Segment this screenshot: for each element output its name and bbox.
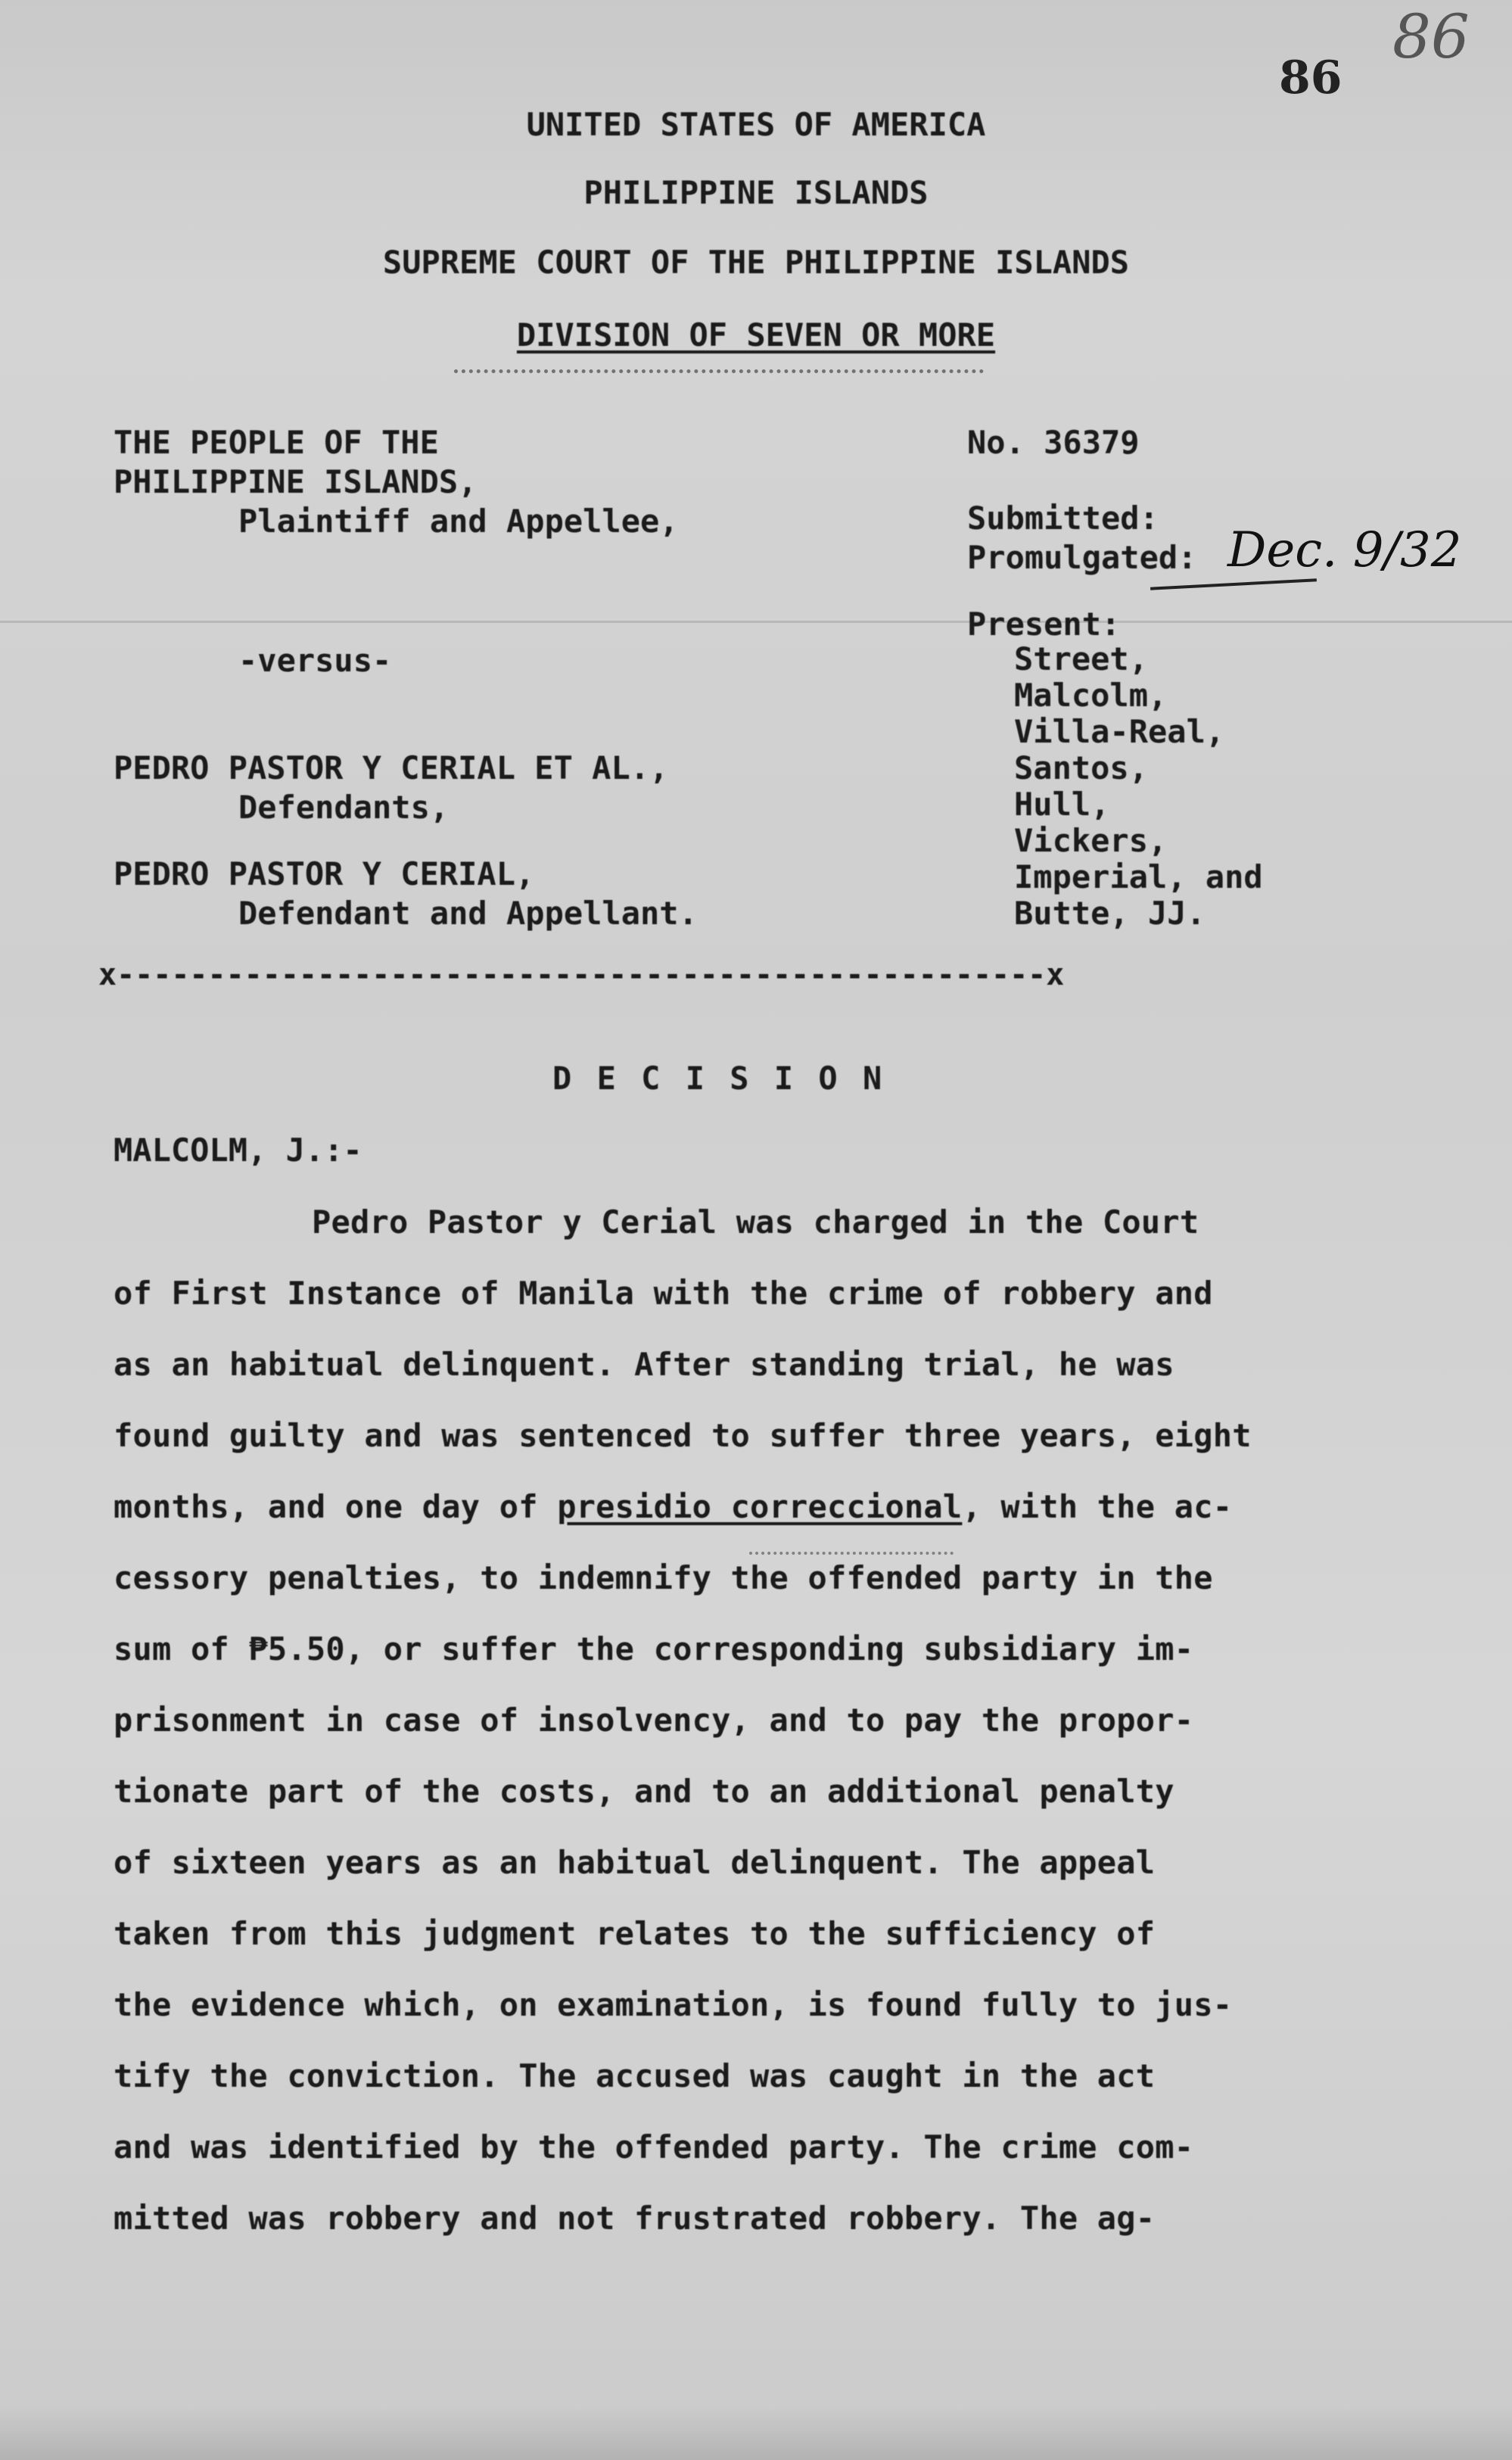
- justice-santos: Santos,: [1014, 749, 1149, 786]
- body-line-4: found guilty and was sentenced to suffer three years, eight: [114, 1417, 1252, 1454]
- justice-malcolm: Malcolm,: [1014, 677, 1168, 714]
- heading-country: UNITED STATES OF AMERICA: [526, 106, 986, 143]
- body-line-14: and was identified by the offended party. The crime com-: [114, 2128, 1194, 2166]
- decision-author: MALCOLM, J.:-: [114, 1132, 362, 1169]
- body-line-8: prisonment in case of insolvency, and to pay the propor-: [114, 1702, 1194, 1739]
- heading-court: SUPREME COURT OF THE PHILIPPINE ISLANDS: [382, 244, 1130, 281]
- heading-division: DIVISION OF SEVEN OR MORE: [516, 316, 996, 353]
- body-line-9: tionate part of the costs, and to an additional penalty: [114, 1773, 1174, 1810]
- handwritten-page-number: 86: [1392, 2, 1470, 72]
- body-line-2: of First Instance of Manila with the crime of robbery and: [114, 1275, 1213, 1312]
- body-line-1: Pedro Pastor y Cerial was charged in the Court: [312, 1204, 1199, 1241]
- body-line-5: [114, 1488, 1232, 1525]
- page-fold: [0, 621, 1512, 623]
- versus-label: -versus-: [238, 642, 392, 679]
- body-line-5-prefix: months, and one day of: [114, 1488, 558, 1525]
- justice-vickers: Vickers,: [1014, 822, 1168, 859]
- body-line-3: as an habitual delinquent. After standing trial, he was: [114, 1346, 1174, 1383]
- defendants-name: PEDRO PASTOR Y CERIAL ET AL.,: [114, 749, 669, 786]
- dotted-rule: [454, 369, 984, 373]
- plaintiff-line2: PHILIPPINE ISLANDS,: [114, 463, 478, 500]
- underlined-term: presidio correccional: [557, 1488, 963, 1525]
- body-line-5-suffix: , with the ac-: [962, 1488, 1233, 1525]
- body-line-12: the evidence which, on examination, is found fully to jus-: [114, 1986, 1233, 2023]
- body-line-10: of sixteen years as an habitual delinquent. The appeal: [114, 1844, 1156, 1881]
- appellant-role: Defendant and Appellant.: [238, 895, 698, 932]
- decision-title: D E C I S I O N: [552, 1060, 885, 1097]
- defendants-role: Defendants,: [238, 789, 450, 826]
- appellant-name: PEDRO PASTOR Y CERIAL,: [114, 855, 535, 892]
- dotted-mark: [749, 1552, 954, 1555]
- justice-butte: Butte, JJ.: [1014, 895, 1206, 932]
- handwritten-stroke: [1150, 578, 1317, 590]
- plaintiff-line1: THE PEOPLE OF THE: [114, 424, 439, 461]
- promulgated-date-handwritten: Dec. 9/32: [1227, 522, 1462, 578]
- body-line-7: sum of ₱5.50, or suffer the corresponding subsidiary im-: [114, 1630, 1194, 1668]
- caption-separator: x---------------------------------------------------x: [98, 958, 1065, 992]
- plaintiff-role: Plaintiff and Appellee,: [238, 503, 679, 540]
- promulgated-label: Promulgated:: [967, 539, 1197, 576]
- stamped-page-number: 86: [1279, 51, 1342, 104]
- justice-street: Street,: [1014, 640, 1149, 677]
- justice-villa-real: Villa-Real,: [1014, 713, 1225, 750]
- bottom-edge-shadow: [0, 2407, 1512, 2460]
- body-line-6: cessory penalties, to indemnify the offended party in the: [114, 1559, 1213, 1596]
- present-label: Present:: [967, 606, 1121, 643]
- heading-islands: PHILIPPINE ISLANDS: [583, 174, 929, 211]
- case-number: No. 36379: [967, 424, 1140, 461]
- submitted-label: Submitted:: [967, 500, 1159, 537]
- body-line-13: tify the conviction. The accused was caught in the act: [114, 2057, 1156, 2094]
- justice-hull: Hull,: [1014, 786, 1110, 823]
- justice-imperial: Imperial, and: [1014, 858, 1263, 895]
- body-line-15: mitted was robbery and not frustrated robbery. The ag-: [114, 2200, 1156, 2237]
- body-line-11: taken from this judgment relates to the sufficiency of: [114, 1915, 1156, 1952]
